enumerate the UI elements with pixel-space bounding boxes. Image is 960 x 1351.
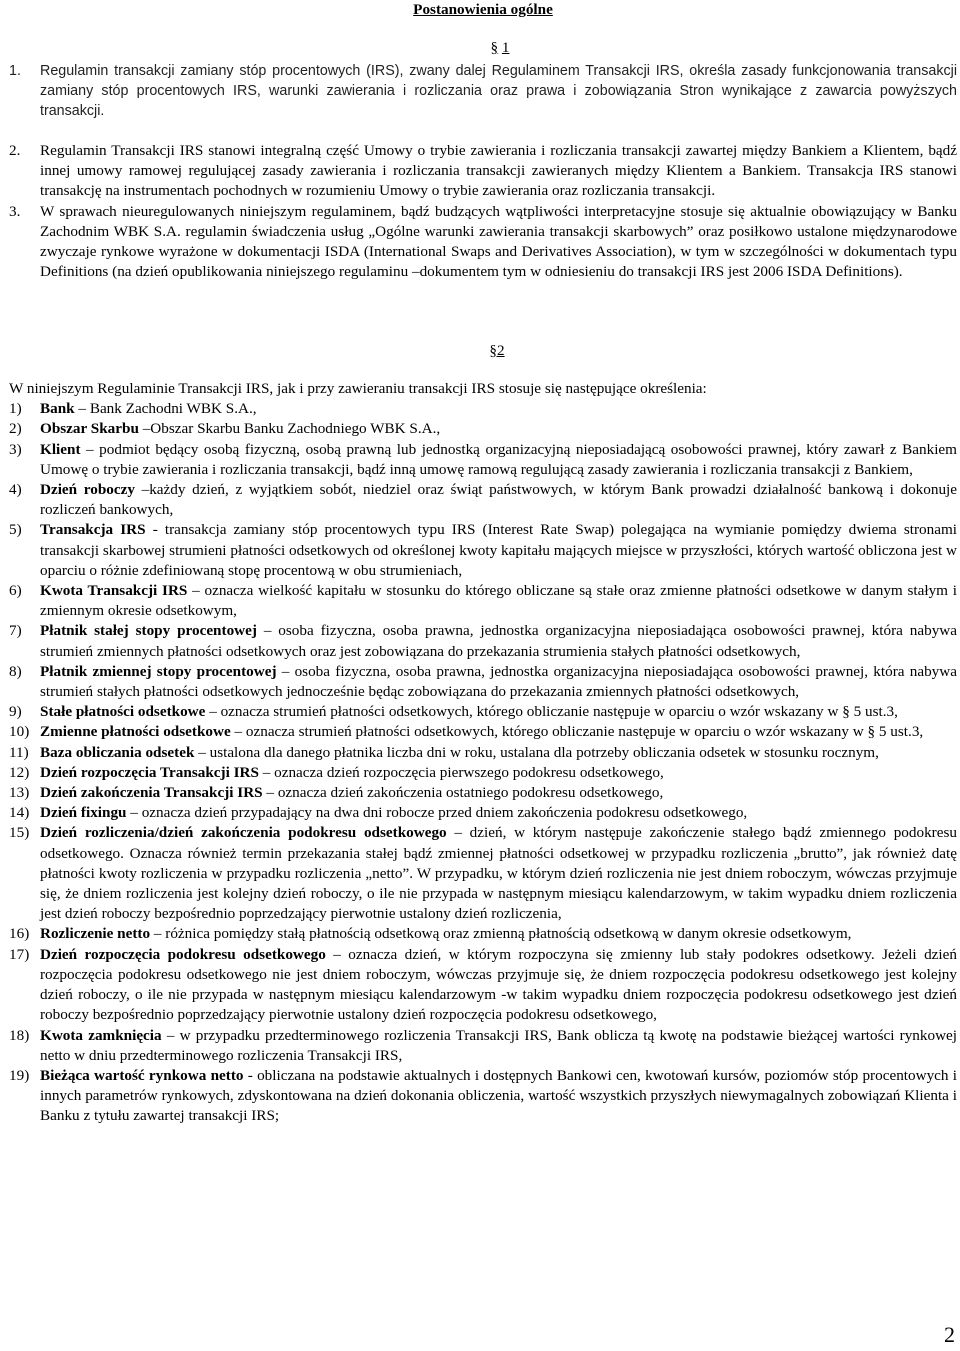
- definition-item: [9, 419, 957, 439]
- section-1-list: [9, 61, 957, 122]
- definition-item: [9, 924, 957, 944]
- definition-term: Płatnik stałej stopy procentowej: [40, 622, 257, 640]
- definition-item: [9, 763, 957, 783]
- definition-term: Dzień rozliczenia/dzień zakończenia podokresu odsetkowego: [40, 824, 447, 842]
- item-number: 4): [9, 481, 22, 499]
- definition-text: – oznacza dzień rozpoczęcia pierwszego podokresu odsetkowego,: [258, 763, 664, 781]
- item-number: 18): [9, 1026, 30, 1044]
- item-number: 9): [9, 703, 22, 721]
- definition-term: Dzień rozpoczęcia Transakcji IRS: [40, 763, 259, 781]
- definition-text: – oznacza strumień płatności odsetkowych, którego obliczanie następuje w oparciu o wzór wskazany w § 5 ust.3,: [205, 703, 898, 721]
- page-title: Postanowienia ogólne: [413, 1, 553, 18]
- item-number: 15): [9, 824, 30, 842]
- item-number: 19): [9, 1066, 30, 1084]
- item-number: 3): [9, 440, 22, 458]
- definition-text: - obliczana na podstawie aktualnych i dostępnych Bankowi cen, kwotowań kursów, poziomów stóp procentowych i innych parametrów rynkowych, zdyskontowana na dzień dokonania obliczenia, wartość wszystkich przyszłych niewymagalnych zobowiązań Klienta i Banku z tytułu zawartej transakcji IRS;: [40, 1066, 957, 1125]
- definition-item: [9, 399, 957, 419]
- list-item: [9, 141, 957, 202]
- item-number: 6): [9, 582, 22, 600]
- list-item: [9, 202, 957, 283]
- definition-text: – osoba fizyczna, osoba prawna, jednostka organizacyjna nieposiadająca osobowości prawnej, która nabywa strumień stałych płatności odsetkowych jednocześnie będąc zobowiązana do przekazania zmiennych płatności odsetkowych,: [40, 662, 957, 701]
- definition-text: – w przypadku przedterminowego rozliczenia Transakcji IRS, Bank oblicza tą kwotę na podstawie bieżącej wartości rynkowej netto w dniu przedterminowego rozliczenia Transakcji IRS,: [40, 1026, 957, 1064]
- definition-text: – oznacza dzień zakończenia ostatniego podokresu odsetkowego,: [262, 784, 664, 802]
- definition-text: – ustalona dla danego płatnika liczba dni w roku, ustalana dla potrzeby obliczania odsetek w stosunku rocznym,: [194, 743, 879, 761]
- definition-text: – osoba fizyczna, osoba prawna, jednostka organizacyjna nieposiadająca osobowości prawnej, która nabywa strumień zmiennych płatności odsetkowych oraz jest zobowiązana do przekazania strumienia stałych płatności odsetkowych,: [40, 622, 957, 660]
- item-text: Regulamin transakcji zamiany stóp procentowych (IRS), zwany dalej Regulaminem Transakcji IRS, określa zasady funkcjonowania transakcji zamiany stóp procentowych IRS, warunki zawierania i rozliczania oraz prawa i zobowiązania Stron wynikające z zawarcia powyższych transakcji.: [40, 63, 957, 120]
- definition-term: Stałe płatności odsetkowe: [40, 703, 206, 721]
- definition-term: Transakcja IRS: [40, 521, 146, 539]
- definition-text: – oznacza strumień płatności odsetkowych, którego obliczanie następuje w oparciu o wzór wskazany w § 5 ust.3,: [230, 723, 924, 741]
- definition-text: - transakcja zamiany stóp procentowych typu IRS (Interest Rate Swap) polegająca na wymianie pomiędzy dwiema stronami transakcji skarbowej strumieni płatności odsetkowych od określonej kwoty kapitału mających miejsce w przyszłości, których wartość obliczona jest w oparciu o różnie zdefiniowaną stopę procentową w obu strumieniach,: [40, 521, 958, 579]
- definition-term: Dzień rozpoczęcia podokresu odsetkowego: [40, 945, 326, 963]
- item-number: 12): [9, 763, 30, 781]
- definition-item: [9, 1026, 957, 1066]
- item-number: 1.: [9, 63, 21, 79]
- item-number: 17): [9, 945, 30, 963]
- section-symbol-label: §: [490, 39, 499, 56]
- section-number: 1: [501, 39, 510, 56]
- item-number: 2.: [9, 142, 21, 159]
- definition-text: – oznacza dzień, w którym rozpoczyna się zmienny lub stały podokres odsetkowy. Jeżeli dzień rozpoczęcia podokresu odsetkowego nie jest dniem roboczym, wówczas przyjmuje się, że dniem rozpoczęcia podokresu odsetkowego jest kolejny dzień roboczy, o ile nie przypada w następnym miesiącu kalendarzowym -w takim wypadku dniem rozpoczęcia podokresu odsetkowego jest dzień roboczy bezpośrednio poprzedzający pierwotnie ustalony dzień rozpoczęcia podokresu odsetkowego,: [40, 945, 957, 1024]
- definition-item: [9, 581, 957, 621]
- definition-term: Płatnik zmiennej stopy procentowej: [40, 662, 277, 680]
- definition-item: [9, 702, 957, 722]
- definition-term: Bieżąca wartość rynkowa netto: [40, 1066, 244, 1084]
- definition-term: Baza obliczania odsetek: [40, 743, 195, 761]
- definition-term: Kwota zamknięcia: [40, 1026, 162, 1044]
- definition-item: [9, 722, 957, 742]
- item-number: 3.: [9, 202, 21, 220]
- definition-term: Bank: [40, 400, 75, 418]
- section-symbol-label: §: [489, 342, 497, 359]
- item-number: 11): [9, 743, 29, 761]
- item-number: 14): [9, 804, 30, 822]
- definition-item: [9, 662, 957, 702]
- definitions-list: [9, 399, 957, 1126]
- definition-term: Kwota Transakcji IRS: [40, 582, 188, 600]
- section-mark-1: [26, 38, 960, 58]
- definition-text: – podmiot będący osobą fizyczną, osobą prawną lub jednostką organizacyjną nieposiadającą osobowości prawnej, który zawarł z Bankiem Umowę o trybie zawierania i rozliczania transakcji, bądź inną umowę ramową regulującą zasady zawierania i rozliczania transakcji z Bankiem,: [40, 440, 957, 478]
- definition-term: Dzień fixingu: [40, 804, 127, 822]
- item-number: 8): [9, 662, 22, 680]
- item-number: 10): [9, 723, 30, 741]
- section-mark-2: [23, 341, 960, 361]
- definition-term: Dzień zakończenia Transakcji IRS: [40, 784, 263, 802]
- definition-item: [9, 803, 957, 823]
- list-item: [9, 61, 957, 122]
- definition-text: – oznacza dzień przypadający na dwa dni robocze przed dniem zakończenia podokresu odsetkowego,: [126, 804, 748, 822]
- item-text: Regulamin Transakcji IRS stanowi integralną część Umowy o trybie zawierania i rozliczania transakcji zawartej między Bankiem a Klientem, bądź innej umowy ramowej regulującej zasady zawierania i rozliczania transakcji zawieranych między Klientem a Bankiem. Transakcja IRS stanowi transakcję na instrumentach pochodnych w rozumieniu Umowy o trybie zawierania oraz rozliczania transakcji.: [40, 142, 957, 200]
- definitions-intro: W niniejszym Regulaminie Transakcji IRS, jak i przy zawieraniu transakcji IRS stosuje się następujące określenia:: [9, 380, 707, 397]
- definition-text: –Obszar Skarbu Banku Zachodniego WBK S.A.,: [138, 420, 441, 438]
- definition-text: – Bank Zachodni WBK S.A.,: [74, 400, 257, 418]
- item-number: 7): [9, 622, 22, 640]
- definition-item: [9, 823, 957, 924]
- item-number: 1): [9, 400, 22, 418]
- section-number: 2: [497, 342, 505, 359]
- definition-text: – różnica pomiędzy stałą płatnością odsetkową oraz zmienną płatnością odsetkową w danym okresie odsetkowym,: [150, 925, 852, 943]
- definition-item: [9, 1066, 957, 1127]
- definition-term: Rozliczenie netto: [40, 925, 151, 943]
- definition-item: [9, 783, 957, 803]
- section-2-definitions: [9, 379, 957, 1127]
- item-text: W sprawach nieuregulowanych niniejszym regulaminem, bądź budzących wątpliwości interpretacyjne stosuje się aktualnie obowiązujący w Banku Zachodnim WBK S.A. regulamin świadczenia usług „Ogólne warunki zawierania transakcji skarbowych” oraz posiłkowo ustalone międzynarodowe zwyczaje rynkowe wyrażone w dokumentacji ISDA (International Swaps and Derivatives Association), w tym w szczególności w dokumentach typu Definitions (na dzień opublikowania niniejszego regulaminu –dokumentem tym w odniesieniu do transakcji IRS jest 2006 ISDA Definitions).: [40, 202, 957, 281]
- item-number: 13): [9, 784, 30, 802]
- item-number: 5): [9, 521, 22, 539]
- definition-text: – dzień, w którym następuje zakończenie stałego bądź zmiennego podokresu odsetkowego. Oznacza również termin przekazania stałej bądź zmiennej płatności odsetkowej w przypadku rozliczenia „brutto”, jak również datę płatności kwoty rozliczenia w przypadku rozliczenia „netto”. W przypadku, w którym dzień rozliczenia nie jest dniem roboczym, wówczas przyjmuje się, że dniem rozliczenia jest kolejny dzień roboczy, o ile nie przypada w następnym miesiącu kalendarzowym, w takim wypadku dniem rozliczenia jest dzień roboczy bezpośrednio poprzedzający pierwotnie ustalony dzień rozliczenia,: [40, 824, 957, 923]
- definition-item: [9, 480, 957, 520]
- definition-item: [9, 440, 957, 480]
- definition-term: Obszar Skarbu: [40, 420, 139, 438]
- definition-text: –każdy dzień, z wyjątkiem sobót, niedziel oraz świąt państwowych, w którym Bank prowadzi działalność bankową i dokonuje rozliczeń bankowych,: [40, 481, 957, 519]
- item-number: 2): [9, 420, 22, 438]
- item-number: 16): [9, 925, 30, 943]
- definition-term: Klient: [40, 440, 81, 458]
- page-number: 2: [944, 1322, 955, 1347]
- definition-term: Zmienne płatności odsetkowe: [40, 723, 231, 741]
- definition-item: [9, 743, 957, 763]
- document-page: [9, 0, 957, 1351]
- definition-item: [9, 520, 957, 581]
- definition-item: [9, 945, 957, 1026]
- definition-text: – oznacza wielkość kapitału w stosunku do którego obliczane są stałe oraz zmienne płatności odsetkowe w danym stałym i zmiennym okresie odsetkowym,: [40, 582, 957, 620]
- definition-item: [9, 621, 957, 661]
- definition-term: Dzień roboczy: [40, 481, 135, 499]
- section-1-list-cont: [9, 141, 957, 282]
